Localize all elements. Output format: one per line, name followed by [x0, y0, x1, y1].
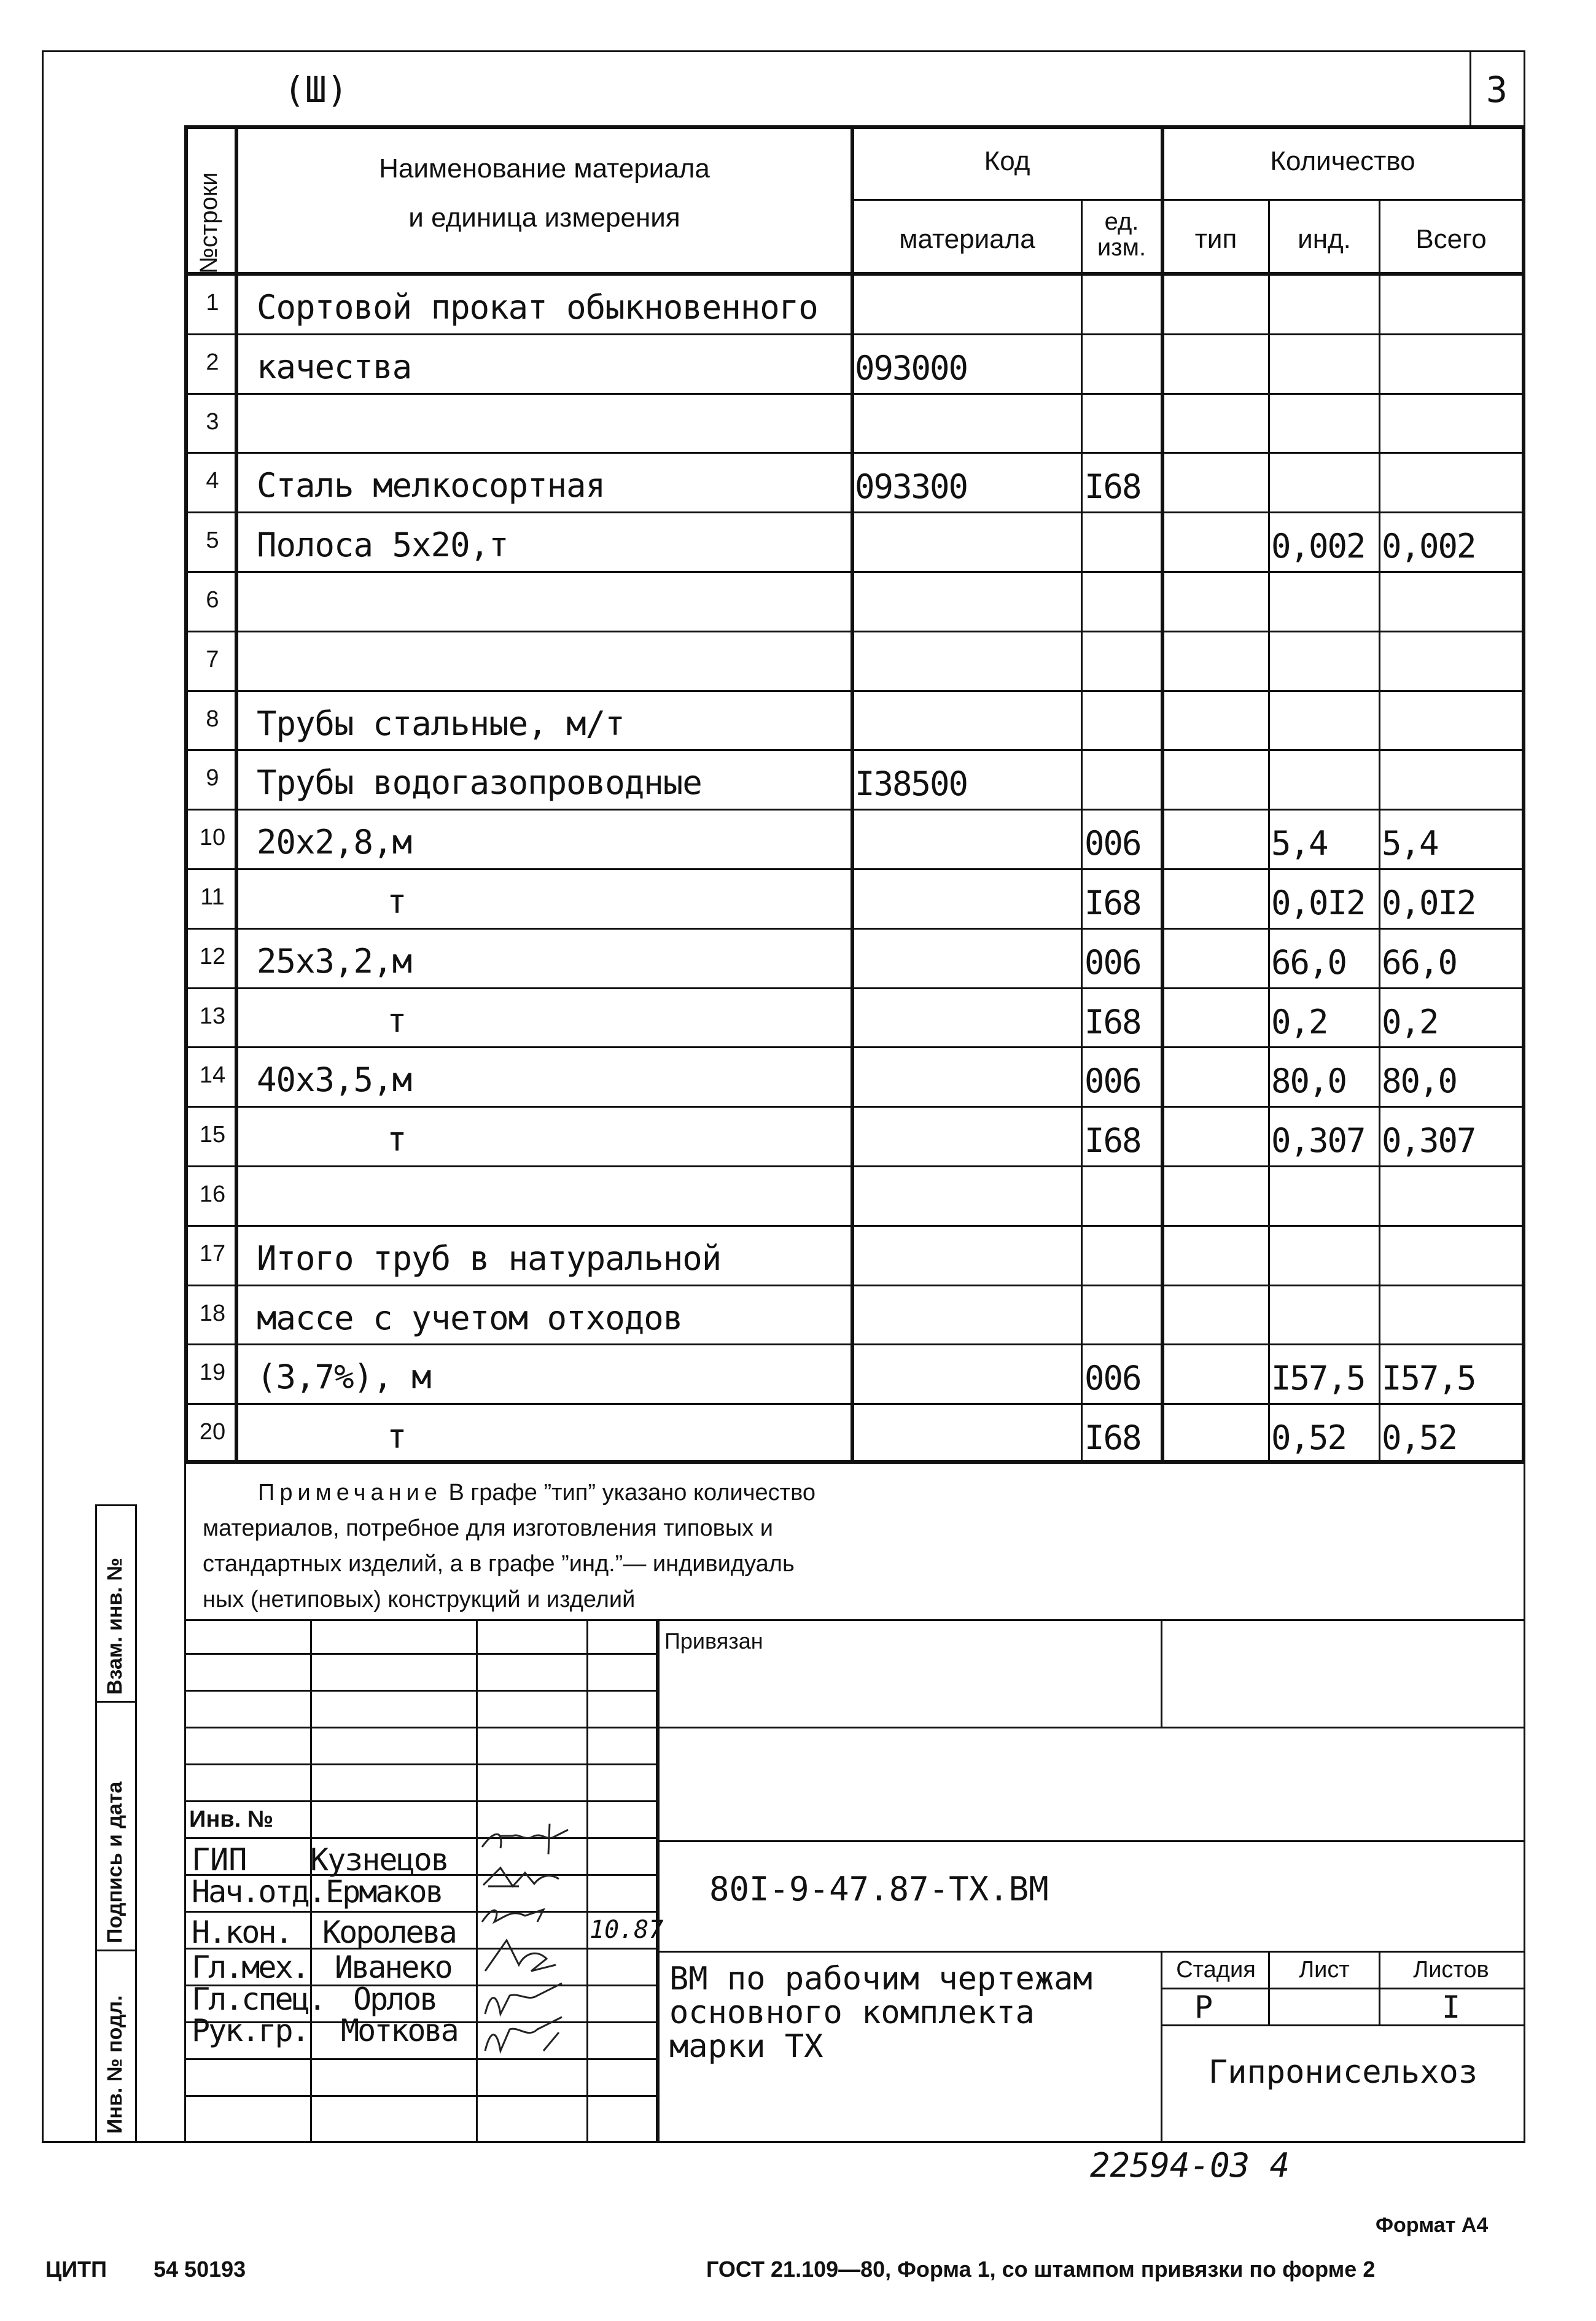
note-text-1: В графе ”тип” указано количество: [448, 1480, 816, 1506]
row-total: 0,307: [1382, 1121, 1476, 1160]
signer-name-1: Кузнецов: [310, 1842, 448, 1878]
signature-1: [482, 1824, 568, 1854]
row-total: 80,0: [1382, 1062, 1457, 1100]
row-unit: 006: [1084, 1062, 1141, 1100]
signer-name-5: Орлов: [353, 1981, 437, 2017]
row-name: т: [387, 1120, 407, 1159]
row-separator: [184, 1165, 1525, 1167]
header-row-no: №строки: [195, 172, 222, 274]
stamp-inv-no: Инв. №: [189, 1806, 274, 1832]
row-separator: [184, 1106, 1525, 1108]
row-number: 6: [206, 587, 219, 613]
row-number: 4: [206, 468, 219, 494]
row-number: 5: [206, 527, 219, 553]
row-total: 66,0: [1382, 943, 1457, 982]
side-label-vzam: Взам. инв. №: [103, 1557, 127, 1695]
signature-6: [485, 2017, 562, 2051]
col-unit-left: [1081, 200, 1083, 1463]
row-unit: 006: [1084, 943, 1141, 982]
stamp-grid-row1: [184, 1653, 656, 1655]
frame-left: [42, 50, 44, 2142]
frame-right-top: [1524, 50, 1525, 127]
doc-title-line1: ВМ по рабочим чертежам: [669, 1961, 1092, 1997]
row-name: Сталь мелкосортная: [257, 466, 605, 505]
table-bottom: [184, 1460, 1525, 1464]
row-number: 7: [206, 647, 219, 672]
row-name: т: [387, 1001, 407, 1040]
row-separator: [184, 571, 1525, 573]
row-unit: I68: [1084, 1121, 1141, 1160]
signature-5: [485, 1983, 562, 2014]
side-strip-sep1: [95, 1701, 137, 1703]
stamp-grid-row2: [184, 1690, 656, 1692]
col-material-left: [851, 125, 854, 1463]
row-separator: [184, 631, 1525, 632]
row-name: (3,7%), м: [257, 1358, 431, 1396]
header-code-unit: ед. изм.: [1097, 208, 1146, 261]
header-qty-ind: инд.: [1298, 224, 1351, 254]
stage-value: Р: [1194, 1989, 1213, 2025]
row-ind: I57,5: [1271, 1359, 1365, 1398]
row-name: 20х2,8,м: [257, 823, 412, 861]
signature-4: [485, 1940, 556, 1971]
row-name: 40х3,5,м: [257, 1060, 412, 1099]
header-code-material: материала: [899, 224, 1035, 254]
row-number: 2: [206, 349, 219, 375]
side-strip-left: [95, 1504, 97, 2142]
frame-top: [42, 50, 1525, 52]
row-separator: [184, 809, 1525, 811]
signer-role-3: Н.кон.: [192, 1915, 292, 1950]
sheets-label: Листов: [1413, 1957, 1489, 1983]
row-name: массе с учетом отходов: [257, 1299, 683, 1337]
signer-name-3: Королева: [322, 1915, 456, 1950]
row-ind: 66,0: [1271, 943, 1347, 982]
side-label-podpis: Подпись и дата: [103, 1781, 127, 1943]
row-separator: [184, 1285, 1525, 1286]
row-number: 12: [199, 944, 226, 970]
row-name: т: [387, 1417, 407, 1456]
row-name: т: [387, 882, 407, 921]
note-line1: [258, 1480, 816, 1506]
row-material: 093000: [855, 349, 968, 387]
frame-bottom: [42, 2141, 1525, 2143]
row-ind: 0,307: [1271, 1121, 1365, 1160]
row-number: 16: [199, 1181, 226, 1207]
footer-code: 54 50193: [154, 2257, 246, 2282]
stamp-privyazan-bottom: [656, 1727, 1525, 1728]
row-number: 8: [206, 706, 219, 732]
header-name-line1: Наименование материала: [379, 154, 710, 184]
stamp-grid-row4: [184, 1763, 656, 1765]
row-number: 19: [199, 1359, 226, 1385]
row-total: 0,52: [1382, 1418, 1457, 1457]
row-separator: [184, 690, 1525, 692]
row-separator: [184, 511, 1525, 513]
stamp-stage-left: [1161, 1951, 1162, 2141]
signature-2: [483, 1868, 559, 1886]
row-number: 10: [199, 825, 226, 850]
row-number: 1: [206, 290, 219, 316]
row-separator: [184, 1225, 1525, 1227]
row-separator: [184, 928, 1525, 930]
row-separator: [184, 1343, 1525, 1345]
col-ind-left: [1268, 200, 1270, 1463]
row-separator: [184, 1046, 1525, 1048]
col-type-left: [1161, 125, 1164, 1463]
side-strip-right: [135, 1504, 137, 2142]
side-strip-top: [95, 1504, 137, 1506]
handwritten-number: 22594-03 4: [1090, 2146, 1290, 2185]
row-total: 5,4: [1382, 824, 1438, 863]
stamp-left: [184, 1463, 186, 2142]
row-unit: 006: [1084, 824, 1141, 863]
signatures: [476, 1818, 593, 2063]
header-name-line2: и единица измерения: [408, 203, 680, 233]
side-strip-sep2: [95, 1950, 137, 1951]
page-box-left: [1469, 50, 1471, 127]
row-ind: 5,4: [1271, 824, 1328, 863]
table-right: [1522, 125, 1525, 1463]
note-line3: стандартных изделий, а в графе ”инд.”— индивидуаль: [203, 1551, 795, 1577]
row-material: 093300: [855, 467, 968, 506]
header-qty-type: тип: [1194, 224, 1237, 254]
stamp-top: [184, 1619, 1525, 1621]
page-number: 3: [1486, 69, 1508, 111]
row-unit: I68: [1084, 467, 1141, 506]
row-name: Сортовой прокат обыкновенного: [257, 288, 818, 327]
row-ind: 80,0: [1271, 1062, 1347, 1100]
stamp-grid-row13: [184, 2095, 656, 2097]
row-name: Итого труб в натуральной: [257, 1239, 722, 1278]
signer-role-5: Гл.спец.: [192, 1981, 325, 2017]
row-separator: [184, 987, 1525, 989]
row-material: I38500: [855, 764, 968, 803]
sheets-value: I: [1441, 1989, 1461, 2025]
signer-role-6: Рук.гр.: [192, 2013, 308, 2048]
row-unit: I68: [1084, 884, 1141, 922]
stamp-grid-row3: [184, 1727, 656, 1728]
format-label: Формат А4: [1376, 2214, 1489, 2237]
row-number: 18: [199, 1300, 226, 1326]
stamp-code-top: [656, 1840, 1525, 1842]
note-line2: материалов, потребное для изготовления типовых и: [203, 1515, 773, 1541]
row-number: 13: [199, 1003, 226, 1029]
row-number: 3: [206, 409, 219, 435]
footer-gost: ГОСТ 21.109—80, Форма 1, со штампом привязки по форме 2: [706, 2257, 1376, 2282]
side-label-inv: Инв. № подл.: [103, 1995, 127, 2134]
signer-name-4: Иванеко: [335, 1950, 451, 1985]
row-name: Полоса 5х20,т: [257, 526, 508, 564]
row-total: 0,0I2: [1382, 884, 1476, 922]
table-top: [184, 125, 1525, 129]
row-number: 11: [200, 884, 225, 910]
row-ind: 0,52: [1271, 1418, 1347, 1457]
signer-name-2: Ермаков: [325, 1874, 442, 1910]
row-unit: I68: [1084, 1418, 1141, 1457]
row-name: 25х3,2,м: [257, 942, 412, 981]
row-separator: [184, 1403, 1525, 1405]
row-total: 0,2: [1382, 1003, 1438, 1041]
header-mid-line: [851, 199, 1525, 201]
stamp-privyazan-right: [1161, 1619, 1162, 1727]
doc-code: 80I-9-47.87-ТХ.ВМ: [709, 1870, 1049, 1908]
row-separator: [184, 749, 1525, 751]
row-number: 20: [199, 1419, 226, 1445]
header-qty-total: Всего: [1415, 224, 1487, 254]
organization: Гипронисельхоз: [1208, 2054, 1478, 2091]
sheet-label: Лист: [1299, 1957, 1350, 1983]
header-quantity: Количество: [1270, 146, 1415, 176]
row-number: 17: [199, 1241, 226, 1267]
row-number: 14: [199, 1062, 226, 1088]
row-name: качества: [257, 348, 412, 386]
row-separator: [184, 333, 1525, 335]
section-mark: (Ш): [284, 69, 348, 111]
signer-role-1: ГИП: [192, 1842, 247, 1878]
row-ind: 0,002: [1271, 527, 1365, 566]
row-number: 9: [206, 765, 219, 791]
date-written: 10.87: [590, 1916, 664, 1944]
col-total-left: [1379, 200, 1380, 1463]
row-separator: [184, 452, 1525, 454]
signer-name-6: Моткова: [341, 2013, 457, 2048]
row-ind: 0,2: [1271, 1003, 1328, 1041]
stamp-col4: [656, 1619, 660, 2141]
doc-title-line2: основного комплекта: [669, 1994, 1035, 2031]
row-unit: I68: [1084, 1003, 1141, 1041]
footer-org: ЦИТП: [45, 2257, 107, 2282]
note-title: Примечание: [258, 1480, 442, 1506]
stamp-title-top: [656, 1951, 1525, 1953]
stage-label: Стадия: [1176, 1957, 1256, 1983]
signer-role-2: Нач.отд.: [192, 1874, 325, 1910]
stamp-privyazan: Привязан: [664, 1628, 763, 1654]
doc-title-line3: марки ТХ: [669, 2028, 823, 2065]
row-ind: 0,0I2: [1271, 884, 1365, 922]
header-code: Код: [984, 146, 1030, 176]
signature-3: [482, 1910, 543, 1922]
header-bottom: [184, 272, 1525, 276]
row-unit: 006: [1084, 1359, 1141, 1398]
stamp-grid-row5: [184, 1800, 656, 1802]
row-name: Трубы стальные, м/т: [257, 704, 625, 743]
row-separator: [184, 868, 1525, 870]
note-line4: ных (нетиповых) конструкций и изделий: [203, 1587, 636, 1612]
row-total: 0,002: [1382, 527, 1476, 566]
row-total: I57,5: [1382, 1359, 1476, 1398]
row-separator: [184, 393, 1525, 395]
signer-role-4: Гл.мех.: [192, 1950, 308, 1985]
row-name: Трубы водогазопроводные: [257, 763, 702, 802]
row-number: 15: [199, 1122, 226, 1148]
